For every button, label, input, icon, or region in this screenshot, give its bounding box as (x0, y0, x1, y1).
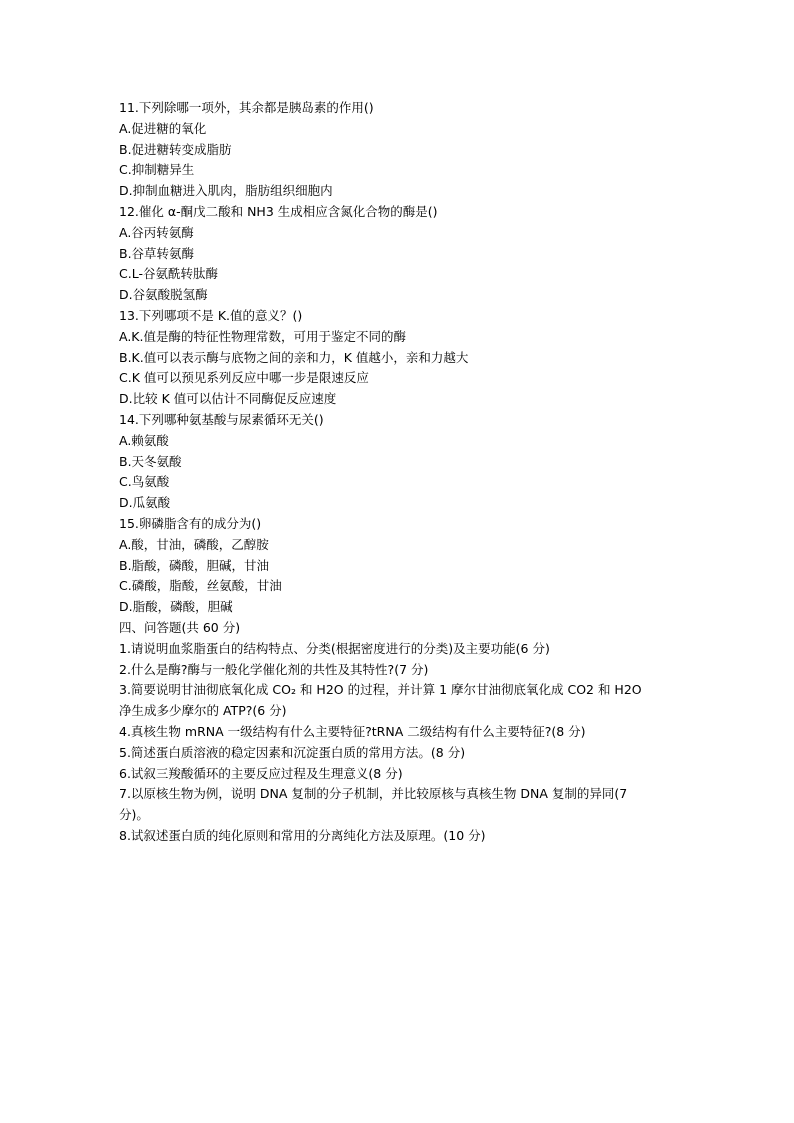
question-15-option-b: B.脂酸，磷酸，胆碱，甘油 (119, 557, 270, 573)
question-11-stem: 11.下列除哪一项外，其余都是胰岛素的作用() (119, 100, 374, 115)
question-12-option-d: D.谷氨酸脱氢酶 (119, 287, 208, 303)
essay-question-8: 8.试叙述蛋白质的纯化原则和常用的分离纯化方法及原理。(10 分) (119, 827, 486, 843)
essay-question-6: 6.试叙三羧酸循环的主要反应过程及生理意义(8 分) (119, 765, 403, 781)
essay-question-1: 1.请说明血浆脂蛋白的结构特点、分类(根据密度进行的分类)及主要功能(6 分) (119, 640, 550, 656)
question-15-option-d: D.脂酸，磷酸，胆碱 (119, 599, 233, 615)
question-13-option-b: B.K.值可以表示酶与底物之间的亲和力，K 值越小，亲和力越大 (119, 349, 469, 365)
question-15-option-c: C.磷酸，脂酸，丝氨酸，甘油 (119, 578, 282, 594)
document-body (119, 98, 679, 847)
question-12-option-a: A.谷丙转氨酶 (119, 224, 194, 240)
essay-question-7-line-1: 7.以原核生物为例，说明 DNA 复制的分子机制，并比较原核与真核生物 DNA 复制的异同(7 (119, 786, 628, 802)
question-15-stem: 15.卵磷脂含有的成分为() (119, 515, 262, 531)
question-14-option-a: A.赖氨酸 (119, 432, 169, 448)
essay-question-7-line-2: 分)。 (119, 807, 149, 823)
question-11-option-d: D.抑制血糖进入肌肉，脂肪组织细胞内 (119, 183, 333, 199)
question-13-option-d: D.比较 K 值可以估计不同酶促反应速度 (119, 391, 337, 407)
essay-question-3-line-1: 3.简要说明甘油彻底氧化成 CO₂ 和 H2O 的过程，并计算 1 摩尔甘油彻底氧化成 CO2 和 H2O (119, 682, 642, 698)
question-12-stem: 12.催化 α-酮戊二酸和 NH3 生成相应含氮化合物的酶是() (119, 203, 438, 219)
essay-question-2: 2.什么是酶?酶与一般化学催化剂的共性及其特性?(7 分) (119, 661, 429, 677)
question-12-option-b: B.谷草转氨酶 (119, 245, 195, 261)
question-12-option-c: C.L-谷氨酰转肽酶 (119, 266, 218, 282)
question-14-option-b: B.天冬氨酸 (119, 453, 182, 469)
question-14-stem: 14.下列哪种氨基酸与尿素循环无关() (119, 411, 324, 427)
question-14-option-d: D.瓜氨酸 (119, 495, 171, 511)
question-11-option-b: B.促进糖转变成脂肪 (119, 141, 232, 157)
essay-question-5: 5.简述蛋白质溶液的稳定因素和沉淀蛋白质的常用方法。(8 分) (119, 744, 466, 760)
question-14-option-c: C.鸟氨酸 (119, 474, 170, 490)
question-13-stem: 13.下列哪项不是 K.值的意义？() (119, 307, 303, 323)
essay-question-3-line-2: 净生成多少摩尔的 ATP?(6 分) (119, 703, 287, 719)
question-11-option-c: C.抑制糖异生 (119, 162, 195, 178)
question-11-option-a: A.促进糖的氧化 (119, 120, 207, 136)
essay-question-4: 4.真核生物 mRNA 一级结构有什么主要特征?tRNA 二级结构有什么主要特征?(8 分) (119, 723, 586, 739)
section-heading: 四、问答题(共 60 分) (119, 619, 241, 635)
question-13-option-c: C.K 值可以预见系列反应中哪一步是限速反应 (119, 370, 369, 386)
question-13-option-a: A.K.值是酶的特征性物理常数，可用于鉴定不同的酶 (119, 328, 406, 344)
question-15-option-a: A.酸，甘油，磷酸，乙醇胺 (119, 536, 269, 552)
